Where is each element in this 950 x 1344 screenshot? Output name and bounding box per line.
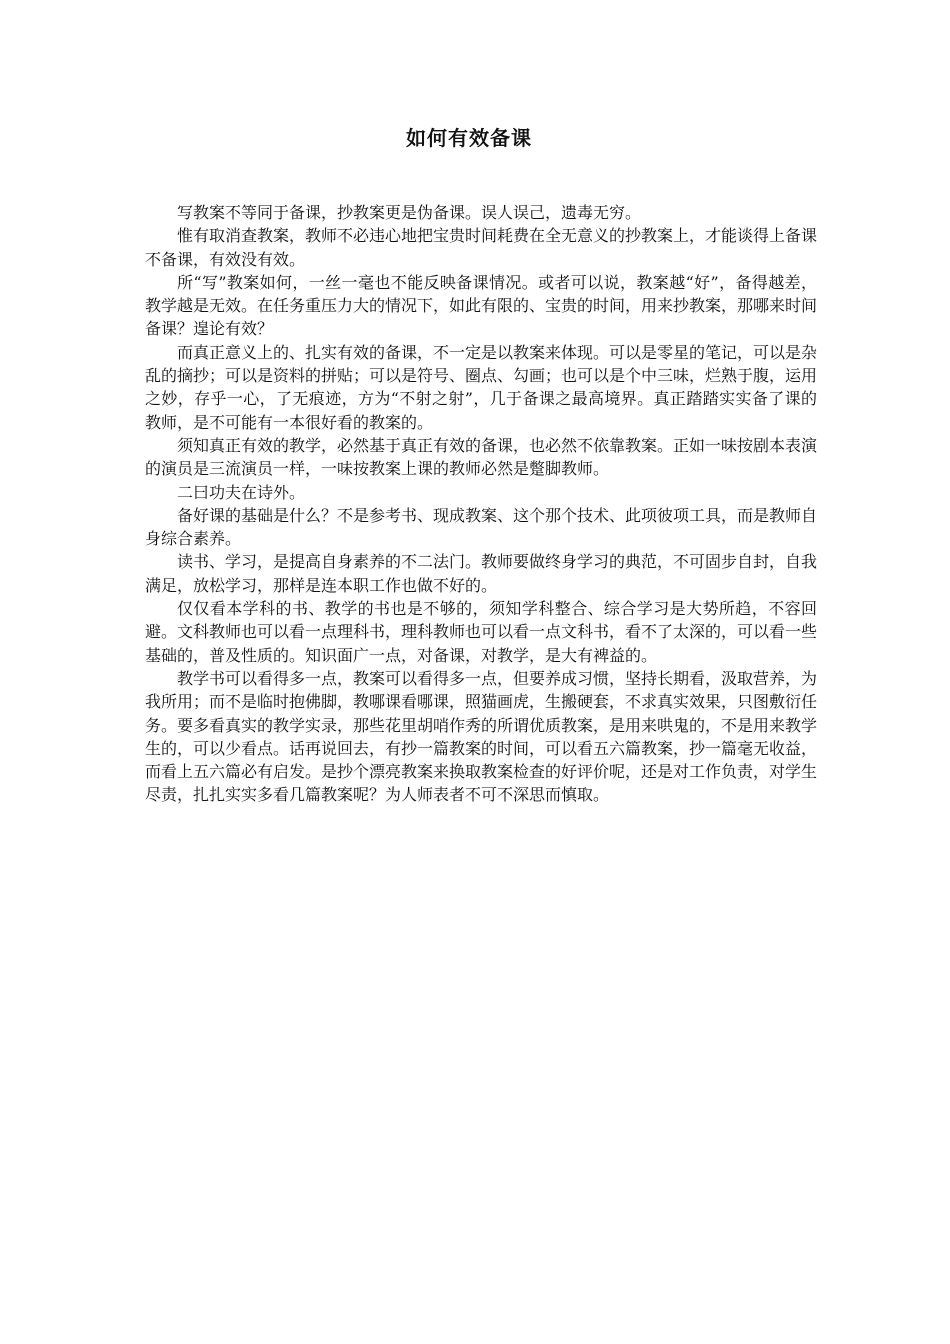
paragraph: 教学书可以看得多一点，教案可以看得多一点，但要养成习惯，坚持长期看，汲取营养，为我所用；而不是临时抱佛脚，教哪课看哪课，照猫画虎，生搬硬套，不求真实效果，只图敷衍任务。要多看真实的教学实录，那些花里胡哨作秀的所谓优质教案，是用来哄鬼的，不是用来教学生的，可以少看点。话再说回去，有抄一篇教案的时间，可以看五六篇教案，抄一篇毫无收益，而看上五六篇必有启发。是抄个漂亮教案来换取教案检查的好评价呢，还是对工作负责，对学生尽责，扎扎实实多看几篇教案呢？为人师表者不可不深思而慎取。 (145, 668, 818, 805)
paragraph: 惟有取消查教案，教师不必违心地把宝贵时间耗费在全无意义的抄教案上，才能谈得上备课不备课，有效没有效。 (145, 226, 818, 269)
paragraph: 而真正意义上的、扎实有效的备课，不一定是以教案来体现。可以是零星的笔记，可以是杂乱的摘抄；可以是资料的拼贴；可以是符号、圈点、勾画；也可以是个中三味，烂熟于腹，运用之妙，存乎一心，了无痕迹，方为“不射之射”，几于备课之最高境界。真正踏踏实实备了课的教师，是不可能有一本很好看的教案的。 (145, 342, 818, 432)
paragraph: 仅仅看本学科的书、教学的书也是不够的，须知学科整合、综合学习是大势所趋，不容回避。文科教师也可以看一点理科书，理科教师也可以看一点文科书，看不了太深的，可以看一些基础的，普及性质的。知识面广一点，对备课，对教学，是大有裨益的。 (145, 599, 818, 665)
paragraph: 所“写”教案如何，一丝一毫也不能反映备课情况。或者可以说，教案越“好”，备得越差，教学越是无效。在任务重压力大的情况下，如此有限的、宝贵的时间，用来抄教案，那哪来时间备课？遑论有效？ (145, 272, 818, 339)
document-title: 如何有效备课 (406, 126, 532, 150)
paragraph: 备好课的基础是什么？不是参考书、现成教案、这个那个技术、此项彼项工具，而是教师自身综合素养。 (145, 505, 818, 549)
paragraph: 写教案不等同于备课，抄教案更是伪备课。误人误己，遗毒无穷。 (177, 203, 642, 222)
paragraph: 读书、学习，是提高自身素养的不二法门。教师要做终身学习的典范，不可固步自封，自我满足，放松学习，那样是连本职工作也做不好的。 (145, 552, 818, 595)
paragraph: 须知真正有效的教学，必然基于真正有效的备课，也必然不依靠教案。正如一味按剧本表演的演员是三流演员一样，一味按教案上课的教师必然是蹩脚教师。 (145, 435, 818, 479)
document-body (145, 201, 817, 807)
paragraph: 二曰功夫在诗外。 (177, 482, 306, 502)
